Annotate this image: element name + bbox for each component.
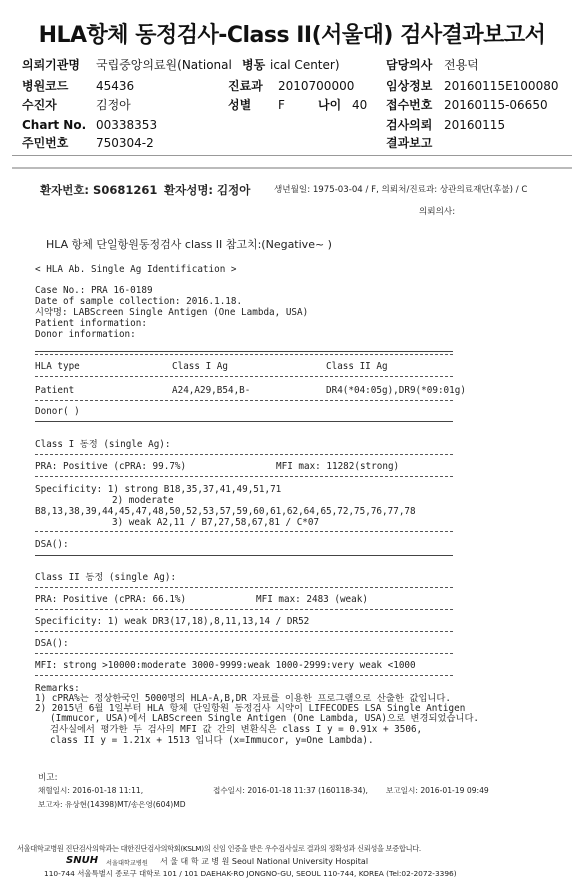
class2-pra: PRA: Positive (cPRA: 66.1%) xyxy=(35,594,187,605)
hospital-code-value: 45436 xyxy=(96,79,135,93)
clinical-info-value: 20160115E100080 xyxy=(444,79,559,93)
remark-2-line2: (Immucor, USA)에서 LABScreen Single Antigen (One Lambda, USA)으로 변경되었습니다. xyxy=(50,713,480,724)
mfi-legend: MFI: strong >10000:moderate 3000-9999:weak 1000-2999:very weak <1000 xyxy=(35,660,416,671)
chart-no-label: Chart No. xyxy=(22,118,87,132)
class1-dsa: DSA(): xyxy=(35,539,69,550)
identification-title: < HLA Ab. Single Ag Identification > xyxy=(35,264,237,275)
class2-dsa: DSA(): xyxy=(35,638,69,649)
doctor-value: 전용덕 xyxy=(444,58,479,72)
col-class-1: Class I Ag xyxy=(172,361,228,372)
class1-specificity-strong: Specificity: 1) strong B18,35,37,41,49,51,71 xyxy=(35,484,282,495)
receipt-time: 접수일시: 2016-01-18 11:37 (160118-34), xyxy=(213,786,368,795)
patient-name: 환자성명: 김정아 xyxy=(164,183,251,197)
class2-title: Class II 동정 (single Ag): xyxy=(35,572,177,583)
patient-class-2-value: DR4(*04:05g),DR9(*09:01g) xyxy=(326,385,466,396)
hospital-address: 110-744 서울특별시 종로구 대학로 101 / 101 DAEHAK-RO JONGNO-GU, SEOUL 110-744, KOREA (Tel:02-2072-3396) xyxy=(44,869,457,878)
class1-spec-dash xyxy=(35,531,453,532)
snuh-logo: SNUH xyxy=(66,855,99,866)
table-bottom-rule xyxy=(35,421,453,422)
table-top-rule xyxy=(35,351,453,352)
reagent-name: 시약명: LABScreen Single Antigen (One Lambda, USA) xyxy=(35,307,309,318)
class1-title: Class I 동정 (single Ag): xyxy=(35,439,171,450)
table-header-dash xyxy=(35,376,453,377)
certification-text: 서울대학교병원 진단검사의학과는 대한진단검사의학회(KSLM)의 신임 인증을 받은 우수검사실로 결과의 정확성과 신뢰성을 보증합니다. xyxy=(17,844,421,853)
col-class-2: Class II Ag xyxy=(326,361,388,372)
receipt-no-value: 20160115-06650 xyxy=(444,98,548,112)
row-donor: Donor( ) xyxy=(35,406,80,417)
mfi-legend-dash xyxy=(35,675,453,676)
row-patient: Patient xyxy=(35,385,75,396)
patient-meta: 생년월일: 1975-03-04 / F, 의뢰처/진료과: 상관의료재단(후불) / C xyxy=(274,185,528,195)
sex-label: 성별 xyxy=(228,98,252,112)
class2-dsa-dash xyxy=(35,653,453,654)
clinic-value: 2010700000 xyxy=(278,79,355,93)
snuh-logo-sub: 서울대학교병원 xyxy=(106,860,148,867)
col-hla-type: HLA type xyxy=(35,361,80,372)
class1-specificity-moderate-label: 2) moderate xyxy=(112,495,174,506)
remark-2-line1: 2) 2015년 6월 1일부터 HLA 항체 단일항원 동정검사 시약이 LIFECODES LSA Single Antigen xyxy=(35,703,466,714)
chart-no-value: 00338353 xyxy=(96,118,158,132)
class2-mfi-max: MFI max: 2483 (weak) xyxy=(256,594,368,605)
header-divider xyxy=(12,155,572,156)
hospital-name: 서 울 대 학 교 병 원 Seoul National University Hospital xyxy=(160,857,369,866)
case-number: Case No.: PRA 16-0189 xyxy=(35,285,153,296)
report-time: 보고일시: 2016-01-19 09:49 xyxy=(386,786,489,795)
class1-pra: PRA: Positive (cPRA: 99.7%) xyxy=(35,461,187,472)
receipt-no-label: 접수번호 xyxy=(386,98,433,112)
sample-date: Date of sample collection: 2016.1.18. xyxy=(35,296,243,307)
sex-value: F xyxy=(278,98,285,112)
ward-value: ical Center) xyxy=(270,58,340,72)
result-report-label: 결과보고 xyxy=(386,136,433,150)
table-top-dash xyxy=(35,354,453,355)
note-label: 비고: xyxy=(38,773,58,783)
class1-mfi-max: MFI max: 11282(strong) xyxy=(276,461,400,472)
clinical-info-label: 임상정보 xyxy=(386,79,433,93)
remark-2-line3: 검사실에서 평가한 두 검사의 MFI 값 간의 변환식은 class I y = 0.91x + 3506, xyxy=(50,724,423,735)
age-label: 나이 xyxy=(318,98,342,112)
requester-label: 의뢰기관명 xyxy=(22,58,80,72)
donor-information: Donor information: xyxy=(35,329,136,340)
collection-time: 채혈일시: 2016-01-18 11:11, xyxy=(38,786,144,795)
rrn-value: 750304-2 xyxy=(96,136,154,150)
patient-class-1-value: A24,A29,B54,B- xyxy=(172,385,251,396)
class1-specificity-moderate: B8,13,38,39,44,45,47,48,50,52,53,57,59,60,61,62,64,65,72,75,76,77,78 xyxy=(35,506,416,517)
reporters: 보고자: 유상현(14398)MT/송은영(604)MD xyxy=(38,800,186,809)
recipient-value: 김정아 xyxy=(96,98,131,112)
class1-specificity-weak: 3) weak A2,11 / B7,27,58,67,81 / C*07 xyxy=(112,517,320,528)
test-heading: HLA 항체 단일항원동정검사 class II 참고치:(Negative~ ) xyxy=(46,238,332,251)
requester-value: 국립중앙의료원(National xyxy=(96,58,232,72)
class2-spec-dash xyxy=(35,631,453,632)
class1-pra-dash xyxy=(35,476,453,477)
class2-specificity: Specificity: 1) weak DR3(17,18),8,11,13,14 / DR52 xyxy=(35,616,310,627)
patient-number: 환자번호: S0681261 xyxy=(40,183,158,197)
class1-bottom-rule xyxy=(35,555,453,556)
exam-request-value: 20160115 xyxy=(444,118,506,132)
class2-pra-dash xyxy=(35,609,453,610)
requesting-doctor: 의뢰의사: xyxy=(419,207,456,217)
doctor-label: 담당의사 xyxy=(386,58,433,72)
remark-2-line4: class II y = 1.21x + 1513 입니다 (x=Immucor, y=One Lambda). xyxy=(50,735,374,746)
clinic-label: 진료과 xyxy=(228,79,263,93)
exam-request-label: 검사의뢰 xyxy=(386,118,433,132)
class2-title-dash xyxy=(35,587,453,588)
hospital-code-label: 병원코드 xyxy=(22,79,69,93)
recipient-label: 수진자 xyxy=(22,98,57,112)
report-title: HLA항체 동정검사-Class II(서울대) 검사결과보고서 xyxy=(38,23,546,48)
patient-information: Patient information: xyxy=(35,318,147,329)
remarks-title: Remarks: xyxy=(35,683,80,694)
report-sheet xyxy=(8,168,576,888)
patient-row-dash xyxy=(35,400,453,401)
age-value: 40 xyxy=(352,98,368,112)
ward-label: 병동 xyxy=(242,58,266,72)
rrn-label: 주민번호 xyxy=(22,136,69,150)
class1-title-dash xyxy=(35,454,453,455)
remark-1: 1) cPRA%는 정상한국인 5000명의 HLA-A,B,DR 자료를 이용한 프로그램으로 산출한 값입니다. xyxy=(35,693,451,704)
